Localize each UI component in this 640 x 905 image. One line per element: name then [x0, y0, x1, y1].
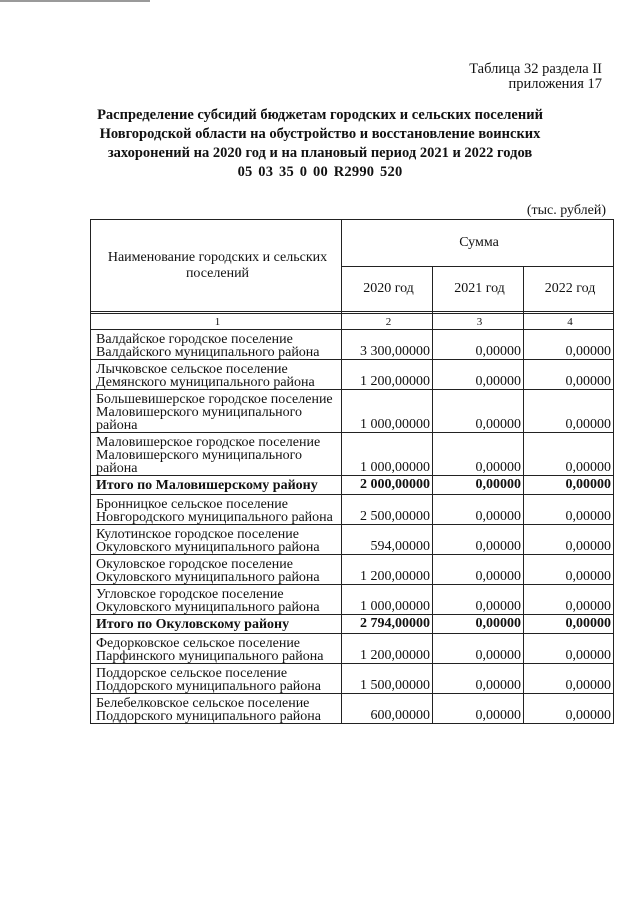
table-row: [91, 433, 614, 476]
amount-2020-cell: 2 794,00000: [342, 615, 433, 634]
column-number: 2: [342, 314, 433, 330]
amount-2022-cell: 0,00000: [524, 634, 614, 664]
header-2022: 2022 год: [524, 267, 614, 312]
amount-2021-cell: 0,00000: [433, 390, 524, 433]
settlement-name-cell: Большевишерское городское поселение Маловишерского муниципального района: [91, 390, 342, 433]
header-name: Наименование городских и сельских поселений: [91, 220, 342, 312]
column-number: 4: [524, 314, 614, 330]
document-title: [0, 106, 640, 163]
settlement-name-cell: Валдайское городское поселение Валдайского муниципального района: [91, 330, 342, 360]
settlement-name-cell: Лычковское сельское поселение Демянского муниципального района: [91, 360, 342, 390]
amount-2022-cell: 0,00000: [524, 360, 614, 390]
amount-2021-cell: 0,00000: [433, 330, 524, 360]
title-line-1: Распределение субсидий бюджетам городских и сельских поселений: [97, 107, 543, 123]
amount-2022-cell: 0,00000: [524, 476, 614, 495]
settlement-name-cell: Итого по Маловишерскому району: [91, 476, 342, 495]
amount-2020-cell: 1 200,00000: [342, 360, 433, 390]
table-caption: [469, 62, 602, 92]
column-number: 1: [91, 314, 342, 330]
settlement-name-cell: Угловское городское поселение Окуловского муниципального района: [91, 585, 342, 615]
table-row-total: [91, 615, 614, 634]
amount-2020-cell: 1 200,00000: [342, 555, 433, 585]
amount-2021-cell: 0,00000: [433, 360, 524, 390]
amount-2020-cell: 594,00000: [342, 525, 433, 555]
table-row: [91, 664, 614, 694]
amount-2021-cell: 0,00000: [433, 615, 524, 634]
settlement-name-cell: Итого по Окуловскому району: [91, 615, 342, 634]
amount-2021-cell: 0,00000: [433, 664, 524, 694]
amount-2020-cell: 3 300,00000: [342, 330, 433, 360]
amount-2020-cell: 2 000,00000: [342, 476, 433, 495]
header-sum: Сумма: [342, 220, 614, 267]
amount-2022-cell: 0,00000: [524, 615, 614, 634]
table-row: [91, 390, 614, 433]
amount-2020-cell: 1 000,00000: [342, 390, 433, 433]
header-2020: 2020 год: [342, 267, 433, 312]
scan-top-line: [0, 0, 150, 2]
amount-2021-cell: 0,00000: [433, 585, 524, 615]
settlement-name-cell: Кулотинское городское поселение Окуловского муниципального района: [91, 525, 342, 555]
units-label: (тыс. рублей): [526, 203, 606, 218]
table-row: [91, 555, 614, 585]
amount-2022-cell: 0,00000: [524, 390, 614, 433]
caption-line-2: приложения 17: [508, 76, 602, 92]
column-number: 3: [433, 314, 524, 330]
settlement-name-cell: Окуловское городское поселение Окуловского муниципального района: [91, 555, 342, 585]
budget-code: 05 03 35 0 00 R2990 520: [237, 164, 403, 180]
amount-2021-cell: 0,00000: [433, 525, 524, 555]
settlement-name-cell: Бронницкое сельское поселение Новгородского муниципального района: [91, 495, 342, 525]
amount-2022-cell: 0,00000: [524, 664, 614, 694]
table-row-total: [91, 476, 614, 495]
title-line-2: Новгородской области на обустройство и восстановление воинских: [99, 126, 541, 142]
amount-2020-cell: 600,00000: [342, 694, 433, 724]
header-2021: 2021 год: [433, 267, 524, 312]
table-row: [91, 330, 614, 360]
column-numbers-row: [91, 314, 614, 330]
amount-2020-cell: 1 000,00000: [342, 433, 433, 476]
amount-2020-cell: 1 500,00000: [342, 664, 433, 694]
title-line-3: захоронений на 2020 год и на плановый период 2021 и 2022 годов: [107, 145, 533, 161]
amount-2020-cell: 2 500,00000: [342, 495, 433, 525]
amount-2022-cell: 0,00000: [524, 525, 614, 555]
amount-2022-cell: 0,00000: [524, 585, 614, 615]
amount-2022-cell: 0,00000: [524, 330, 614, 360]
table-row: [91, 525, 614, 555]
amount-2021-cell: 0,00000: [433, 694, 524, 724]
table-row: [91, 585, 614, 615]
settlement-name-cell: Федорковское сельское поселение Парфинского муниципального района: [91, 634, 342, 664]
table-row: [91, 360, 614, 390]
table-row: [91, 634, 614, 664]
table-row: [91, 495, 614, 525]
amount-2021-cell: 0,00000: [433, 555, 524, 585]
amount-2022-cell: 0,00000: [524, 433, 614, 476]
amount-2022-cell: 0,00000: [524, 694, 614, 724]
amount-2021-cell: 0,00000: [433, 634, 524, 664]
table-row: [91, 694, 614, 724]
amount-2021-cell: 0,00000: [433, 476, 524, 495]
settlement-name-cell: Белебелковское сельское поселение Поддорского муниципального района: [91, 694, 342, 724]
amount-2020-cell: 1 000,00000: [342, 585, 433, 615]
settlement-name-cell: Поддорское сельское поселение Поддорского муниципального района: [91, 664, 342, 694]
caption-line-1: Таблица 32 раздела II: [469, 61, 602, 77]
amount-2022-cell: 0,00000: [524, 495, 614, 525]
amount-2021-cell: 0,00000: [433, 495, 524, 525]
amount-2022-cell: 0,00000: [524, 555, 614, 585]
subsidy-table: [90, 219, 614, 724]
amount-2020-cell: 1 200,00000: [342, 634, 433, 664]
settlement-name-cell: Маловишерское городское поселение Маловишерского муниципального района: [91, 433, 342, 476]
amount-2021-cell: 0,00000: [433, 433, 524, 476]
